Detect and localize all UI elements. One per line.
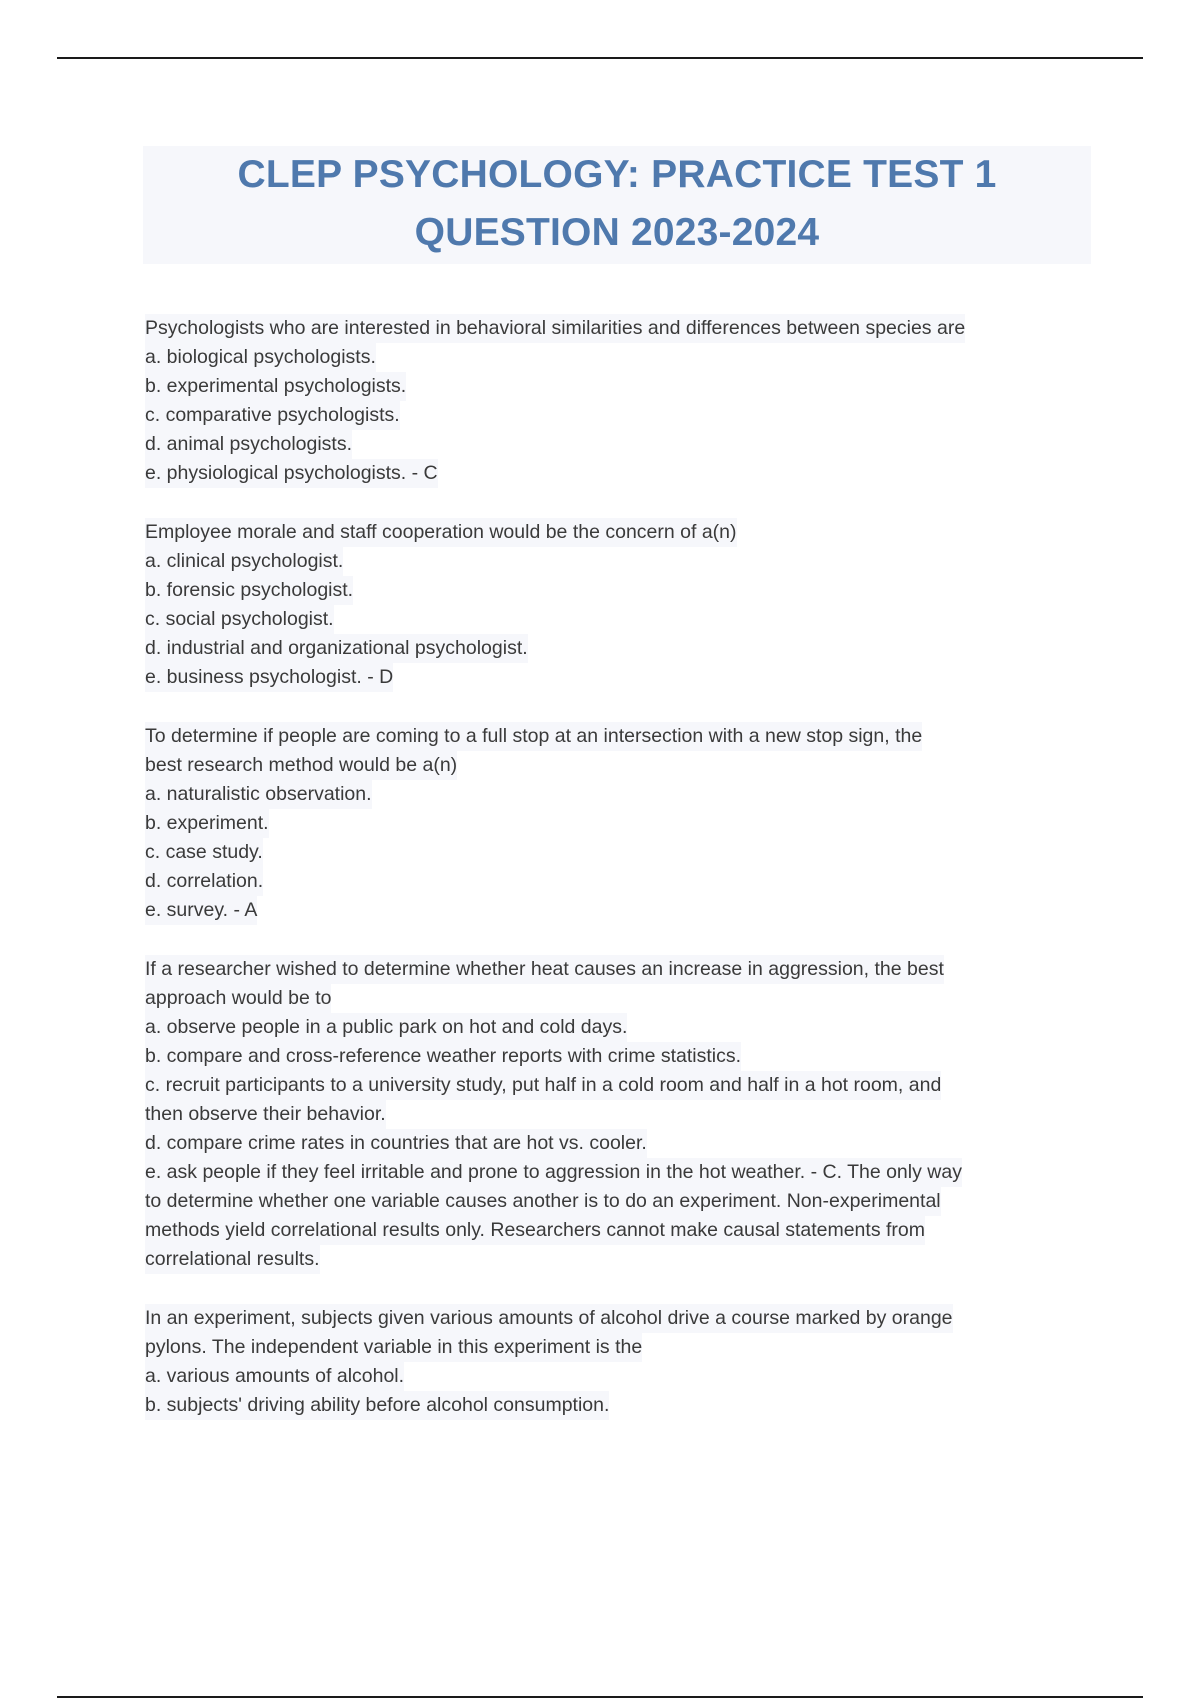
question-block [145, 1304, 1085, 1420]
answer-explanation: methods yield correlational results only. Researchers cannot make causal statements from [145, 1216, 925, 1245]
document-title [143, 146, 1091, 264]
answer-option: c. comparative psychologists. [145, 401, 400, 430]
answer-option: d. compare crime rates in countries that are hot vs. cooler. [145, 1129, 647, 1158]
question-block [145, 518, 1085, 692]
answer-option: c. recruit participants to a university study, put half in a cold room and half in a hot room, and [145, 1071, 941, 1100]
answer-option: a. various amounts of alcohol. [145, 1362, 404, 1391]
header-rule [57, 57, 1143, 59]
title-line-2: QUESTION 2023-2024 [414, 211, 820, 254]
answer-option: d. animal psychologists. [145, 430, 352, 459]
answer-option: b. experimental psychologists. [145, 372, 406, 401]
question-text: approach would be to [145, 984, 331, 1013]
footer-rule [57, 1696, 1143, 1698]
answer-option: a. observe people in a public park on hot and cold days. [145, 1013, 627, 1042]
answer-option: c. case study. [145, 838, 263, 867]
question-text: Employee morale and staff cooperation would be the concern of a(n) [145, 518, 737, 547]
answer-option: b. subjects' driving ability before alcohol consumption. [145, 1391, 609, 1420]
question-text: best research method would be a(n) [145, 751, 457, 780]
answer-explanation: correlational results. [145, 1245, 320, 1274]
question-block [145, 955, 1085, 1274]
answer-option: e. ask people if they feel irritable and prone to aggression in the hot weather. - C. The only way [145, 1158, 962, 1187]
answer-option: c. social psychologist. [145, 605, 334, 634]
question-text: To determine if people are coming to a full stop at an intersection with a new stop sign, the [145, 722, 922, 751]
question-text: Psychologists who are interested in behavioral similarities and differences between species are [145, 314, 965, 343]
answer-option: e. survey. - A [145, 896, 257, 925]
answer-option: b. experiment. [145, 809, 269, 838]
question-text: pylons. The independent variable in this experiment is the [145, 1333, 642, 1362]
question-text: In an experiment, subjects given various amounts of alcohol drive a course marked by orange [145, 1304, 953, 1333]
answer-explanation: to determine whether one variable causes another is to do an experiment. Non-experimental [145, 1187, 941, 1216]
answer-option: e. business psychologist. - D [145, 663, 393, 692]
answer-option: then observe their behavior. [145, 1100, 386, 1129]
answer-option: b. forensic psychologist. [145, 576, 353, 605]
question-block [145, 314, 1085, 488]
questions-list [145, 314, 1085, 1450]
answer-option: a. naturalistic observation. [145, 780, 372, 809]
answer-option: e. physiological psychologists. - C [145, 459, 438, 488]
answer-option: d. correlation. [145, 867, 263, 896]
question-text: If a researcher wished to determine whether heat causes an increase in aggression, the best [145, 955, 944, 984]
answer-option: a. biological psychologists. [145, 343, 376, 372]
question-block [145, 722, 1085, 925]
answer-option: d. industrial and organizational psychologist. [145, 634, 528, 663]
answer-option: a. clinical psychologist. [145, 547, 343, 576]
answer-option: b. compare and cross-reference weather reports with crime statistics. [145, 1042, 741, 1071]
title-line-1: CLEP PSYCHOLOGY: PRACTICE TEST 1 [237, 153, 997, 196]
